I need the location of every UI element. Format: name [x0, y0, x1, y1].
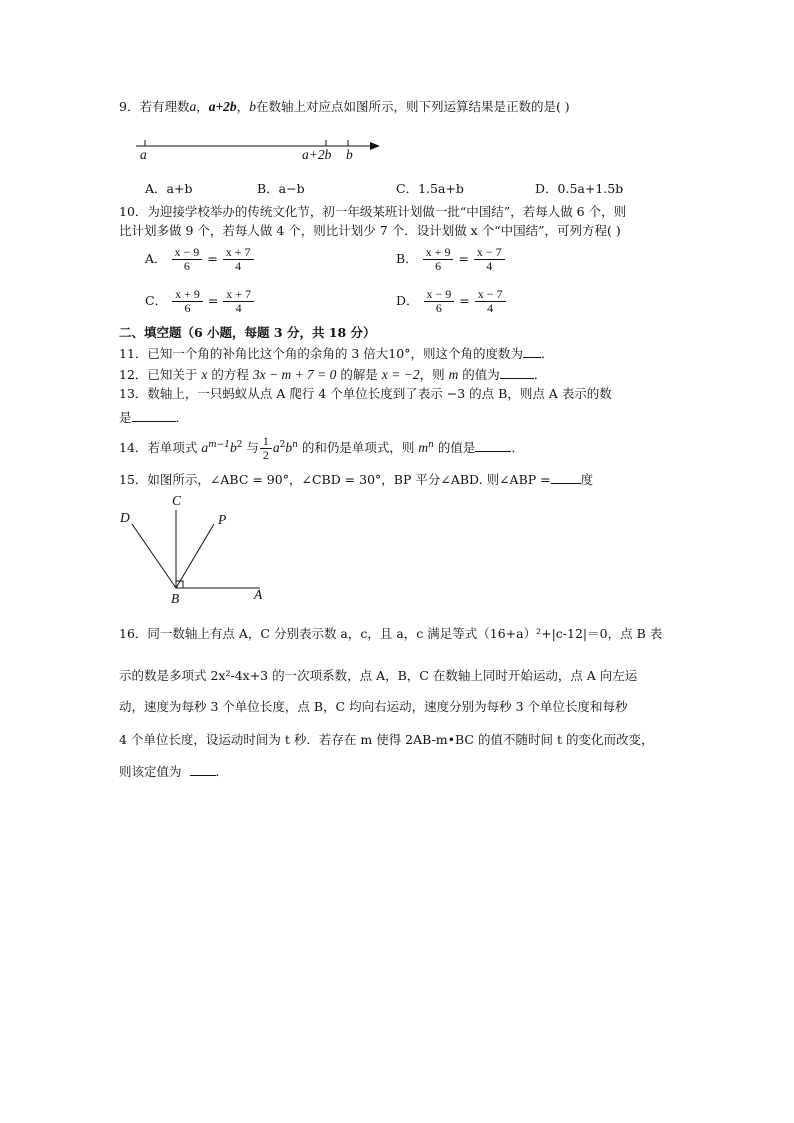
q9-option-b: B．a−b [257, 181, 305, 196]
fig-label-b: B [171, 591, 180, 606]
q16-line1: 16．同一数轴上有点 A，C 分别表示数 a，c，且 a，c 满足等式（16+a）²+|c-12|＝0，点 B 表 [119, 626, 663, 641]
answer-blank [132, 409, 176, 422]
q9-option-d: D．0.5a+1.5b [535, 181, 624, 196]
section-heading: 二、填空题（6 小题，每题 3 分，共 18 分） [119, 325, 376, 340]
q10-option-c: C． $\frac{x + 9}{6}$ = $\frac{x + 7}{4}$ [145, 288, 255, 315]
fraction: $\frac{x + 9}{6}$ [172, 288, 203, 315]
fig-label-p: P [218, 512, 227, 527]
q12: 12．已知关于 x 的方程 3x − m + 7 = 0 的解是 x = −2，则 m 的值为 ． [119, 367, 547, 382]
q14: 14．若单项式 $a^{m-1}b^2$ 与 $\frac{1}{2}$ $a^2b^n$ 的和仍是单项式，则 $m^n$ 的值是 ． [119, 434, 524, 462]
answer-blank [523, 345, 541, 358]
fig-label-d: D [120, 510, 130, 525]
q9-option-a: A．a+b [145, 181, 193, 196]
axis-label-a: a [140, 147, 147, 162]
answer-blank [475, 439, 511, 452]
q10-option-a: A． $\frac{x - 9}{6}$ = $\frac{x + 7}{4}$ [145, 246, 255, 273]
fraction: $\frac{x - 9}{6}$ [424, 288, 455, 315]
fraction-half: $\frac{1}{2}$ [260, 435, 272, 462]
fig-label-a: A [254, 587, 263, 602]
q13-line2: 是 ． [119, 410, 189, 425]
fig-label-c: C [172, 493, 182, 508]
answer-blank [190, 763, 216, 776]
fraction: $\frac{x - 7}{4}$ [475, 288, 506, 315]
q10-line1: 10．为迎接学校举办的传统文化节，初一年级某班计划做一批“中国结”，若每人做 6 个，则 [119, 204, 627, 219]
axis-label-a2b: a+2b [302, 147, 332, 162]
q10-line2: 比计划多做 9 个，若每人做 4 个，则比计划少 7 个．设计划做 x 个“中国结”，可列方程( ) [119, 223, 621, 238]
fraction: $\frac{x + 7}{4}$ [223, 246, 254, 273]
q11: 11．已知一个角的补角比这个角的余角的 3 倍大10°，则这个角的度数为 ． [119, 346, 554, 361]
q9-stem: 9．若有理数a，a+2b，b在数轴上对应点如图所示，则下列运算结果是正数的是( ) [119, 99, 570, 114]
answer-blank [551, 471, 581, 484]
q16-line4: 4 个单位长度，设运动时间为 t 秒．若存在 m 使得 2AB-m•BC 的值不随时间 t 的变化而改变， [119, 732, 654, 747]
q10-option-d: D． $\frac{x - 9}{6}$ = $\frac{x - 7}{4}$ [396, 288, 507, 315]
q13-line1: 13．数轴上，一只蚂蚁从点 A 爬行 4 个单位长度到了表示 −3 的点 B，则点 A 表示的数 [119, 386, 612, 401]
fraction: $\frac{x + 9}{6}$ [423, 246, 454, 273]
q9-option-c: C．1.5a+b [396, 181, 464, 196]
q16-line5: 则该定值为 ． [119, 764, 229, 779]
fraction: $\frac{x + 7}{4}$ [223, 288, 254, 315]
answer-blank [500, 366, 534, 379]
q15: 15．如图所示，∠ABC = 90°，∠CBD = 30°，BP 平分∠ABD. 则∠ABP = 度 [119, 472, 594, 487]
fraction: $\frac{x - 9}{6}$ [172, 246, 203, 273]
q16-line3: 动，速度为每秒 3 个单位长度，点 B，C 均向右运动，速度分别为每秒 3 个单位长度和每秒 [119, 699, 628, 714]
q10-option-b: B． $\frac{x + 9}{6}$ = $\frac{x - 7}{4}$ [396, 246, 506, 273]
q16-line2: 示的数是多项式 2x²-4x+3 的一次项系数，点 A，B，C 在数轴上同时开始运动，点 A 向左运 [119, 668, 638, 683]
fraction: $\frac{x - 7}{4}$ [474, 246, 505, 273]
axis-label-b: b [346, 147, 353, 162]
